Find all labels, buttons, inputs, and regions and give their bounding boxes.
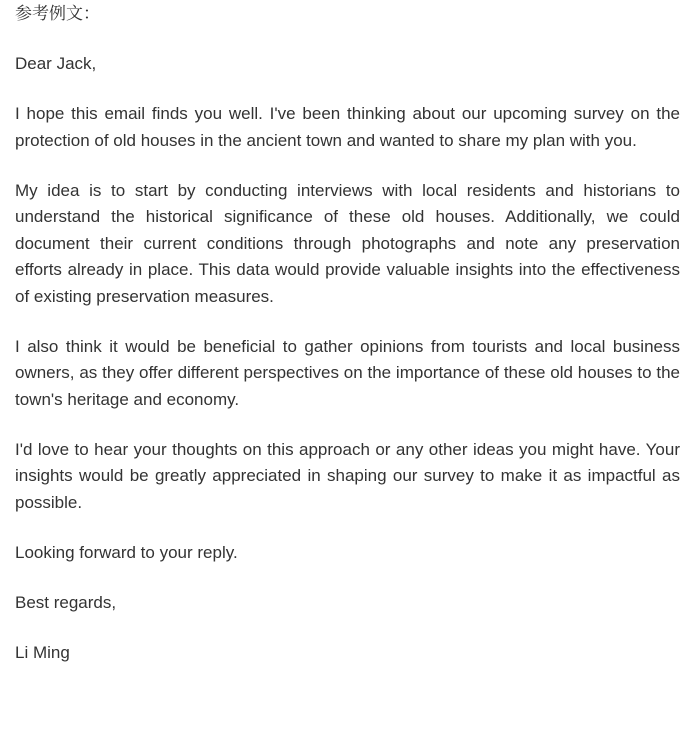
paragraph: I also think it would be beneficial to gather opinions from tourists and local business owners, as they offer different perspectives on the importance of these old houses to the town's heritage and economy. (15, 336, 680, 409)
greeting: Dear Jack, (15, 54, 97, 73)
closing: Best regards, (15, 592, 117, 612)
paragraph: Looking forward to your reply. (15, 542, 238, 562)
paragraph: I hope this email finds you well. I've been thinking about our upcoming survey on the protection of old houses in the ancient town and wanted to share my plan with you. (15, 104, 680, 150)
signature: Li Ming (15, 642, 70, 662)
sample-essay (15, 1, 680, 690)
heading: 参考例文： (15, 4, 100, 23)
paragraph: My idea is to start by conducting interviews with local residents and historians to understand the historical significance of these old houses. Additionally, we could document their current conditions through photographs and note any preservation efforts already in place. This data would provide valuable insights into the effectiveness of existing preservation measures. (15, 180, 680, 306)
paragraph: I'd love to hear your thoughts on this approach or any other ideas you might have. Your insights would be greatly appreciated in shaping our survey to make it as impactful as possible. (15, 439, 680, 512)
